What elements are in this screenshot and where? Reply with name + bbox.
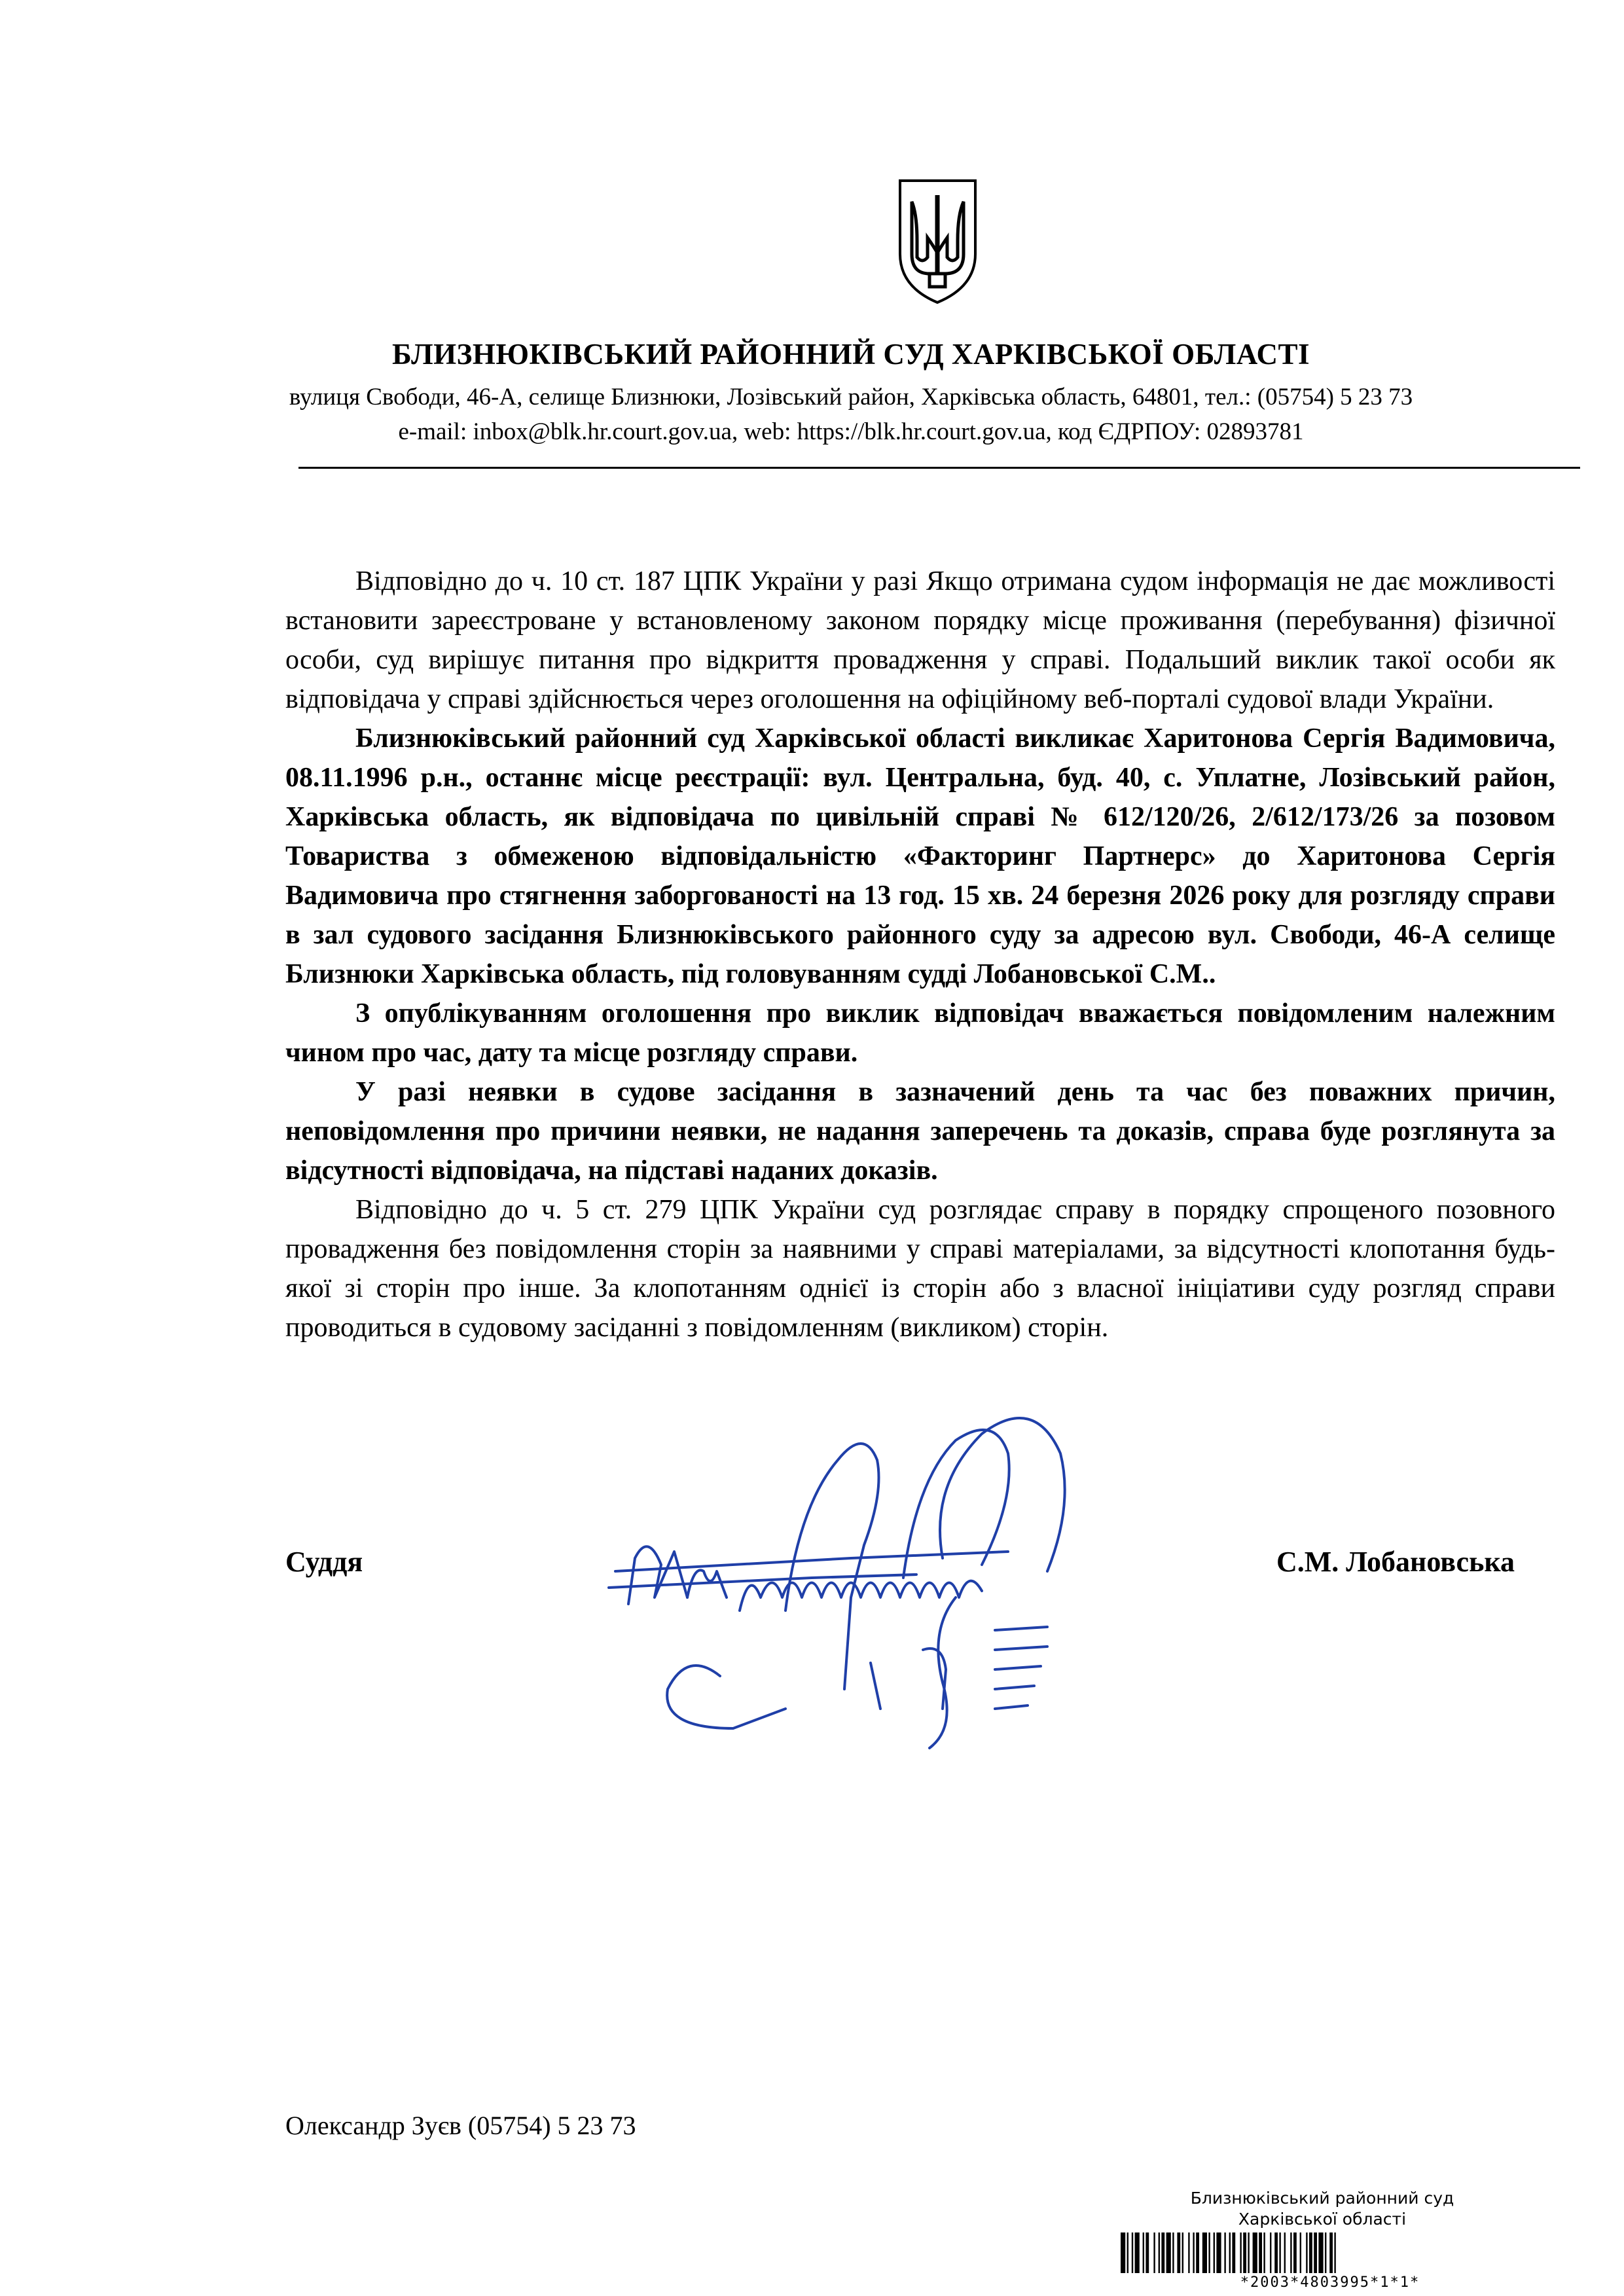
barcode-bar [1284, 2232, 1286, 2273]
barcode-bar [1318, 2232, 1323, 2273]
barcode-bar [1224, 2232, 1225, 2273]
barcode-bar [1188, 2232, 1189, 2273]
stamp-region-line: Харківської області [1238, 2210, 1407, 2229]
barcode-bar [1214, 2232, 1215, 2273]
barcode-bar [1208, 2232, 1210, 2273]
barcode-bar [1325, 2232, 1326, 2273]
barcode-bar [1216, 2232, 1221, 2273]
barcode-bar [1202, 2232, 1207, 2273]
barcode-bar [1279, 2232, 1280, 2273]
barcode-bar [1270, 2232, 1271, 2273]
barcode-bar [1193, 2232, 1194, 2273]
paragraph-notification: З опублікуванням оголошення про виклик відповідач вважається повідомленим належним чином про час, дату та місце розгляду справи. [285, 998, 1555, 1068]
paragraph-absence-warning: У разі неявки в судове засідання в зазначений день та час без поважних причин, неповідомлення про причини неявки, не надання заперечень та доказів, справа буде розглянута за відсутності відповідача, на підставі наданих доказів. [285, 1077, 1555, 1186]
judge-label: Суддя [285, 1546, 363, 1578]
registration-stamp [1113, 2188, 1532, 2230]
barcode-bar [1229, 2232, 1231, 2273]
barcode-bar [1290, 2232, 1291, 2273]
barcode-bar [1153, 2232, 1155, 2273]
barcode-bar [1132, 2232, 1133, 2273]
paragraph-legal-basis: Відповідно до ч. 10 ст. 187 ЦПК України у разі Якщо отримана судом інформація не дає можливості встановити зареєстроване у встановленому законом порядку місце проживання (перебування) фізичної особи, суд вирішує питання про відкриття провадження у справі. Подальший виклик такої особи як відповідача у справі здійснюється через оголошення на офіційному веб-порталі судової влади України. [285, 566, 1555, 714]
barcode-number: *2003*4803995*1*1* [1240, 2274, 1420, 2291]
barcode-bar [1121, 2232, 1125, 2273]
barcode-bar [1263, 2232, 1265, 2273]
trident-emblem-icon [893, 175, 982, 306]
handwritten-signature [589, 1401, 1126, 1768]
barcode-bar [1172, 2232, 1174, 2273]
barcode-bar [1306, 2232, 1307, 2273]
barcode-bar [1166, 2232, 1171, 2273]
barcode-bar [1143, 2232, 1144, 2273]
barcode-bar [1259, 2232, 1262, 2273]
barcode-bar [1309, 2232, 1312, 2273]
barcode-bar [1334, 2232, 1335, 2273]
barcode [1121, 2232, 1540, 2273]
barcode-bar [1135, 2232, 1140, 2273]
barcode-bar [1248, 2232, 1249, 2273]
barcode-bar [1293, 2232, 1297, 2273]
barcode-bar [1182, 2232, 1183, 2273]
barcode-bar [1177, 2232, 1180, 2273]
barcode-bar [1127, 2232, 1128, 2273]
barcode-bar [1161, 2232, 1164, 2273]
stamp-court-line: Близнюківський районний суд [1190, 2189, 1454, 2208]
court-address: вулиця Свободи, 46-А, селище Близнюки, Лозівський район, Харківська область, 64801, тел.: (05754) 5 23 73 [289, 384, 1413, 410]
barcode-bar [1159, 2232, 1160, 2273]
barcode-bar [1146, 2232, 1149, 2273]
barcode-bar [1196, 2232, 1199, 2273]
barcode-bar [1243, 2232, 1246, 2273]
barcode-bar [1314, 2232, 1317, 2273]
barcode-bar [1232, 2232, 1235, 2273]
barcode-bar [1329, 2232, 1333, 2273]
notice-body [285, 562, 1555, 1347]
paragraph-summons: Близнюківський районний суд Харківської області викликає Харитонова Сергія Вадимовича, 08.11.1996 р.н., останнє місце реєстрації: вул. Центральна, буд. 40, с. Уплатне, Лозівський район, Харківська область, як відповідача по цивільній справі № 612/120/26, 2/612/173/26 за позовом Товариства з обмеженою відповідальністю «Факторинг Партнерс» до Харитонова Сергія Вадимовича про стягнення заборгованості на 13 год. 15 хв. 24 березня 2026 року для розгляду справи в зал судового засідання Близнюківського районного суду за адресою вул. Свободи, 46-А селище Близнюки Харківська область, під головуванням судді Лобановської С.М.. [285, 723, 1555, 989]
barcode-bar [1240, 2232, 1241, 2273]
header-divider [298, 467, 1580, 469]
executor-contact: Олександр Зуєв (05754) 5 23 73 [285, 2111, 636, 2140]
judge-name: С.М. Лобановська [1276, 1546, 1515, 1578]
paragraph-simplified-procedure: Відповідно до ч. 5 ст. 279 ЦПК України суд розглядає справу в порядку спрощеного позовного провадження без повідомлення сторін за наявними у справі матеріалами, за відсутності клопотання будь-якої зі сторін про інше. За клопотанням однієї із сторін або з власної ініціативи суду розгляд справи проводиться в судовому засіданні з повідомленням (викликом) сторін. [285, 1195, 1555, 1343]
barcode-bar [1300, 2232, 1301, 2273]
court-title: БЛИЗНЮКІВСЬКИЙ РАЙОННИЙ СУД ХАРКІВСЬКОЇ ОБЛАСТІ [391, 338, 1310, 371]
court-contacts: e-mail: inbox@blk.hr.court.gov.ua, web: https://blk.hr.court.gov.ua, код ЄДРПОУ: 02893781 [398, 418, 1304, 445]
barcode-bar [1253, 2232, 1257, 2273]
barcode-bar [1274, 2232, 1278, 2273]
